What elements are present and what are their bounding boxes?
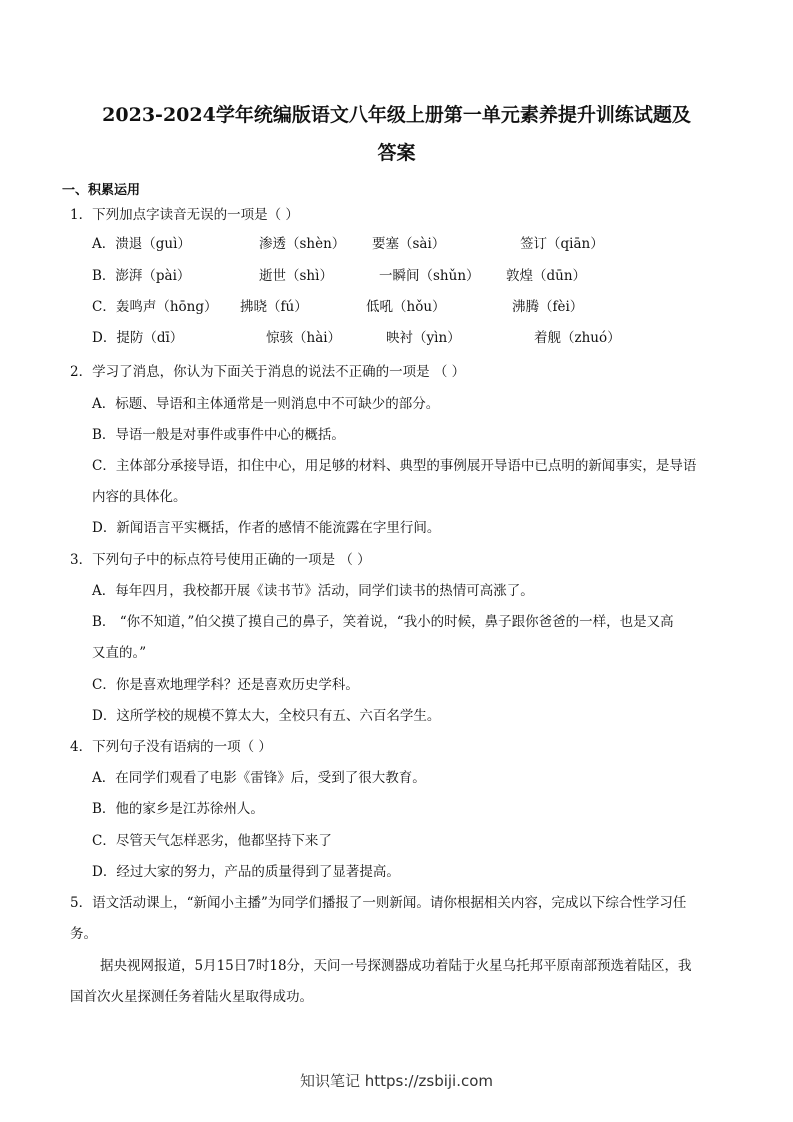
q1-b-3: 一瞬间（shǔn） xyxy=(379,268,480,284)
q4-option-b: B．他的家乡是江苏徐州人。 xyxy=(92,801,264,817)
section-heading: 一、积累运用 xyxy=(62,183,141,198)
q2-option-c-line2: 内容的具体化。 xyxy=(92,489,187,505)
q5-stem-line1: 5．语文活动课上，“新闻小主播”为同学们播报了一则新闻。请你根据相关内容，完成以下综合性学习任 xyxy=(70,895,687,911)
q1-a-2: 渗透（shèn） xyxy=(259,236,346,252)
q1-b-1: B．澎湃（pài） xyxy=(92,268,191,284)
q1-b-2: 逝世（shì） xyxy=(259,268,333,284)
q1-c-3: 低吼（hǒu） xyxy=(366,299,446,315)
q4-option-a: A．在同学们观看了电影《雷锋》后，受到了很大教育。 xyxy=(92,770,426,786)
q3-option-b-line1: B． “你不知道，”伯父摸了摸自己的鼻子，笑着说，“我小的时候，鼻子跟你爸爸的一样，也是又高 xyxy=(92,614,674,630)
q1-a-3: 要塞（sài） xyxy=(372,236,446,252)
q1-b-4: 敦煌（dūn） xyxy=(506,268,587,284)
q3-option-b-line2: 又直的。” xyxy=(92,645,147,661)
q4-option-c: C．尽管天气怎样恶劣，他都坚持下来了 xyxy=(92,833,332,849)
q1-a-1: A．溃退（guì） xyxy=(92,236,191,252)
q1-c-4: 沸腾（fèi） xyxy=(512,299,584,315)
q4-option-d: D．经过大家的努力，产品的质量得到了显著提高。 xyxy=(92,864,400,880)
title-line-2: 答案 xyxy=(377,142,416,164)
title-line-1: 2023-2024学年统编版语文八年级上册第一单元素养提升训练试题及 xyxy=(102,104,691,126)
q5-stem-line2: 务。 xyxy=(70,926,97,942)
q4-stem: 4．下列句子没有语病的一项（ ） xyxy=(70,739,272,755)
q2-option-a: A．标题、导语和主体通常是一则消息中不可缺少的部分。 xyxy=(92,396,440,412)
q1-c-2: 拂晓（fú） xyxy=(240,299,308,315)
q3-option-d: D．这所学校的规模不算太大，全校只有五、六百名学生。 xyxy=(92,708,441,724)
q5-passage-line2: 国首次火星探测任务着陆火星取得成功。 xyxy=(70,989,313,1005)
q3-stem: 3．下列句子中的标点符号使用正确的一项是 （ ） xyxy=(70,552,371,568)
q3-option-a: A．每年四月，我校都开展《读书节》活动，同学们读书的热情可高涨了。 xyxy=(92,583,534,599)
q3-option-c: C．你是喜欢地理学科？还是喜欢历史学科。 xyxy=(92,677,359,693)
q1-d-3: 映衬（yìn） xyxy=(386,330,461,346)
q2-option-b: B．导语一般是对事件或事件中心的概括。 xyxy=(92,427,345,443)
q2-option-d: D．新闻语言平实概括，作者的感情不能流露在字里行间。 xyxy=(92,520,441,536)
q2-option-c-line1: C．主体部分承接导语，扣住中心，用足够的材料、典型的事例展开导语中已点明的新闻事实，是导语 xyxy=(92,458,697,474)
q1-d-2: 惊骇（hài） xyxy=(266,330,342,346)
footer-watermark: 知识笔记 https://zsbiji.com xyxy=(299,1072,494,1090)
document-title xyxy=(60,96,733,172)
q1-c-1: C．轰鸣声（hōng） xyxy=(92,299,218,315)
q5-passage-line1: 据央视网报道，5月15日7时18分，天问一号探测器成功着陆于火星乌托邦平原南部预选着陆区，我 xyxy=(100,958,692,974)
q1-stem: 1．下列加点字读音无误的一项是（ ） xyxy=(70,207,299,223)
q1-d-4: 着舰（zhuó） xyxy=(534,330,621,346)
q2-stem: 2．学习了消息，你认为下面关于消息的说法不正确的一项是 （ ） xyxy=(70,364,466,380)
q1-a-4: 签订（qiān） xyxy=(520,236,604,252)
q1-d-1: D．提防（dī） xyxy=(92,330,184,346)
